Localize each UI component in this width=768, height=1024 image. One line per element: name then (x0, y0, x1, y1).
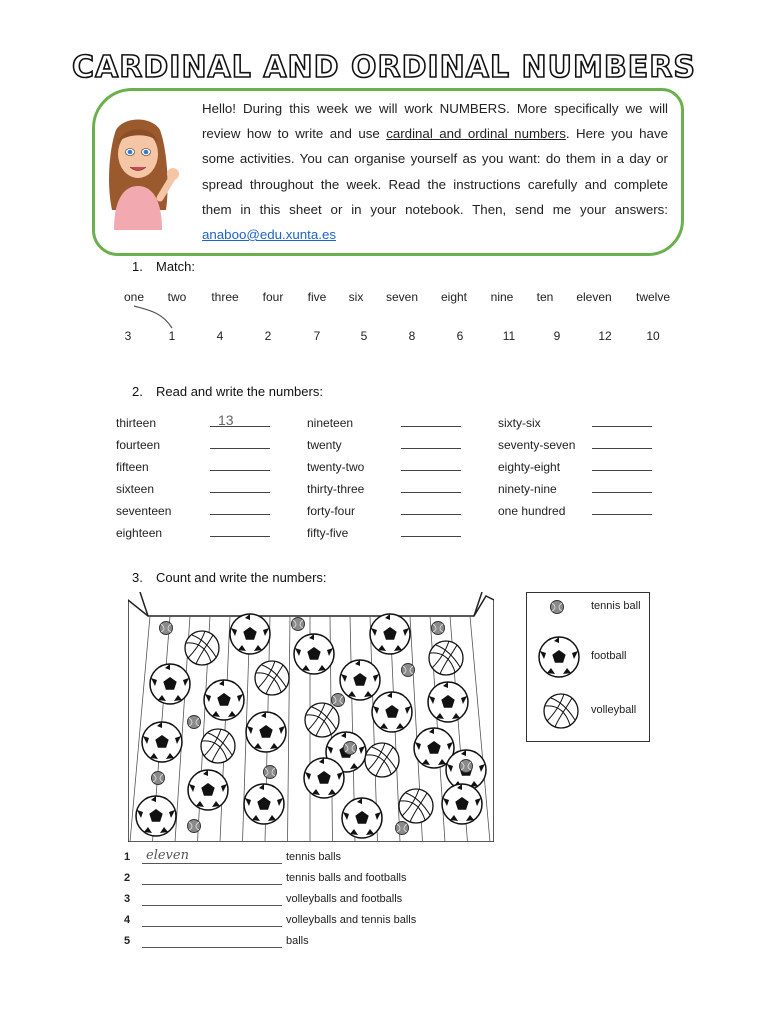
match-digit[interactable]: 8 (408, 329, 416, 343)
tennis-ball-icon (188, 820, 201, 833)
volleyball-icon (185, 631, 219, 665)
intro-highlight: cardinal and ordinal numbers (386, 126, 566, 142)
tennis-ball-icon (402, 664, 415, 677)
volleyball-icon (201, 729, 235, 763)
match-digit[interactable]: 4 (216, 329, 224, 343)
section-1-number: 1. (132, 259, 143, 274)
tennis-ball-icon (344, 742, 357, 755)
match-word[interactable]: seven (385, 290, 419, 304)
football-icon (428, 682, 468, 722)
tennis-ball-icon (396, 822, 409, 835)
match-word[interactable]: six (348, 290, 364, 304)
volleyball-icon (544, 694, 578, 728)
answer-blank[interactable] (210, 492, 270, 493)
football-icon (244, 784, 284, 824)
number-word: fourteen (116, 438, 161, 452)
answer-blank[interactable] (142, 884, 282, 885)
number-word: forty-four (307, 504, 356, 518)
number-word: fifty-five (307, 526, 349, 540)
tennis-ball-icon (292, 618, 305, 631)
match-digit[interactable]: 10 (646, 329, 660, 343)
number-word: twenty-two (307, 460, 365, 474)
tennis-ball-icon (160, 622, 173, 635)
number-word: sixty-six (498, 416, 541, 430)
volleyball-icon (429, 641, 463, 675)
match-digit[interactable]: 1 (168, 329, 176, 343)
match-digit[interactable]: 7 (313, 329, 321, 343)
answer-blank[interactable] (142, 905, 282, 906)
answer-blank[interactable] (401, 470, 461, 471)
match-digit[interactable]: 5 (360, 329, 368, 343)
match-digit[interactable]: 6 (456, 329, 464, 343)
tennis-ball-icon (188, 716, 201, 729)
match-word[interactable]: four (262, 290, 284, 304)
curtain-stripe (288, 616, 291, 842)
match-word[interactable]: twelve (635, 290, 671, 304)
section-1-heading (132, 259, 195, 274)
number-word: twenty (307, 438, 342, 452)
number-word: seventeen (116, 504, 172, 518)
section-2-title: Read and write the numbers: (156, 384, 323, 399)
legend-football-label: football (591, 650, 627, 662)
section-3-title: Count and write the numbers: (156, 570, 327, 585)
answer-blank[interactable] (401, 492, 461, 493)
tennis-ball-icon (432, 622, 445, 635)
answer-blank[interactable] (401, 426, 461, 427)
page-title: CARDINAL AND ORDINAL NUMBERS (72, 50, 696, 85)
intro-text-1: Hello! During this week we will work NUMBERS. More specifically we will review how to write and use (202, 101, 668, 142)
answer-blank[interactable] (592, 514, 652, 515)
row-number: 2 (124, 872, 131, 884)
match-digit[interactable]: 12 (598, 329, 612, 343)
football-icon (442, 784, 482, 824)
number-word: nineteen (307, 416, 354, 430)
match-word[interactable]: three (211, 290, 239, 304)
intro-paragraph (202, 96, 668, 247)
number-word: ninety-nine (498, 482, 557, 496)
volleyball-icon (399, 789, 433, 823)
match-word[interactable]: two (167, 290, 187, 304)
answer-blank[interactable] (210, 536, 270, 537)
volleyball-icon (255, 661, 289, 695)
row-description: volleyballs and footballs (286, 893, 403, 905)
tennis-ball-icon (460, 760, 473, 773)
volleyball-icon (365, 743, 399, 777)
match-example-line (130, 304, 180, 332)
example-answer: 13 (218, 412, 234, 428)
answer-blank[interactable] (142, 926, 282, 927)
answer-blank[interactable] (210, 470, 270, 471)
answer-blank[interactable] (592, 448, 652, 449)
football-icon (246, 712, 286, 752)
number-word: seventy-seven (498, 438, 576, 452)
tennis-ball-icon (332, 694, 345, 707)
row-description: volleyballs and tennis balls (286, 914, 417, 926)
row-number: 5 (124, 935, 131, 947)
football-icon (304, 758, 344, 798)
answer-blank[interactable] (210, 448, 270, 449)
section-3-heading (132, 570, 327, 585)
number-word: fifteen (116, 460, 149, 474)
row-description: tennis balls and footballs (286, 872, 407, 884)
row-answer: eleven (146, 848, 189, 863)
football-icon (150, 664, 190, 704)
number-word: thirty-three (307, 482, 365, 496)
tennis-ball-icon (264, 766, 277, 779)
number-word: thirteen (116, 416, 157, 430)
match-word[interactable]: eleven (576, 290, 612, 304)
match-word[interactable]: eight (440, 290, 468, 304)
tennis-ball-icon (152, 772, 165, 785)
answer-blank[interactable] (592, 492, 652, 493)
legend-tennis-label: tennis ball (591, 600, 641, 612)
match-word[interactable]: one (123, 290, 145, 304)
ball-legend (526, 592, 650, 742)
section-3-number: 3. (132, 570, 143, 585)
football-icon (230, 614, 270, 654)
match-digit[interactable]: 2 (264, 329, 272, 343)
section-2-number: 2. (132, 384, 143, 399)
number-word: sixteen (116, 482, 155, 496)
answer-blank[interactable] (401, 514, 461, 515)
row-number: 4 (124, 914, 131, 926)
answer-blank[interactable] (592, 426, 652, 427)
answer-blank[interactable] (401, 536, 461, 537)
legend-volleyball-label: volleyball (591, 704, 637, 716)
legend-icons (527, 593, 651, 743)
answer-blank[interactable] (592, 470, 652, 471)
match-word[interactable]: ten (536, 290, 554, 304)
teacher-avatar (96, 112, 184, 230)
football-icon (539, 637, 579, 677)
match-digit[interactable]: 3 (124, 329, 132, 343)
row-number: 1 (124, 851, 131, 863)
balls-room-illustration (128, 592, 494, 842)
tennis-ball-icon (551, 601, 564, 614)
match-word[interactable]: five (307, 290, 327, 304)
match-digit[interactable]: 9 (553, 329, 561, 343)
email-link[interactable]: anaboo@edu.xunta.es (202, 227, 337, 243)
answer-blank[interactable] (210, 514, 270, 515)
answer-blank[interactable] (142, 863, 282, 864)
number-word: eighteen (116, 526, 163, 540)
row-number: 3 (124, 893, 131, 905)
answer-blank[interactable] (142, 947, 282, 948)
number-word: one hundred (498, 504, 566, 518)
football-icon (342, 798, 382, 838)
row-description: tennis balls (286, 851, 342, 863)
football-icon (340, 660, 380, 700)
football-icon (294, 634, 334, 674)
match-word[interactable]: nine (490, 290, 514, 304)
match-digit[interactable]: 11 (502, 329, 516, 343)
number-word: eighty-eight (498, 460, 561, 474)
football-icon (136, 796, 176, 836)
section-2-heading (132, 384, 323, 399)
volleyball-icon (305, 703, 339, 737)
football-icon (372, 692, 412, 732)
answer-blank[interactable] (401, 448, 461, 449)
row-description: balls (286, 935, 309, 947)
football-icon (370, 614, 410, 654)
football-icon (142, 722, 182, 762)
section-1-title: Match: (156, 259, 196, 274)
football-icon (188, 770, 228, 810)
football-icon (204, 680, 244, 720)
intro-text-2: . Here you have some activities. You can organise yourself as you want: do them in a day or spread throughout the week. Read the instructions carefully and complete them in this sheet or in your notebook. Then, send me your answers: (202, 126, 668, 217)
